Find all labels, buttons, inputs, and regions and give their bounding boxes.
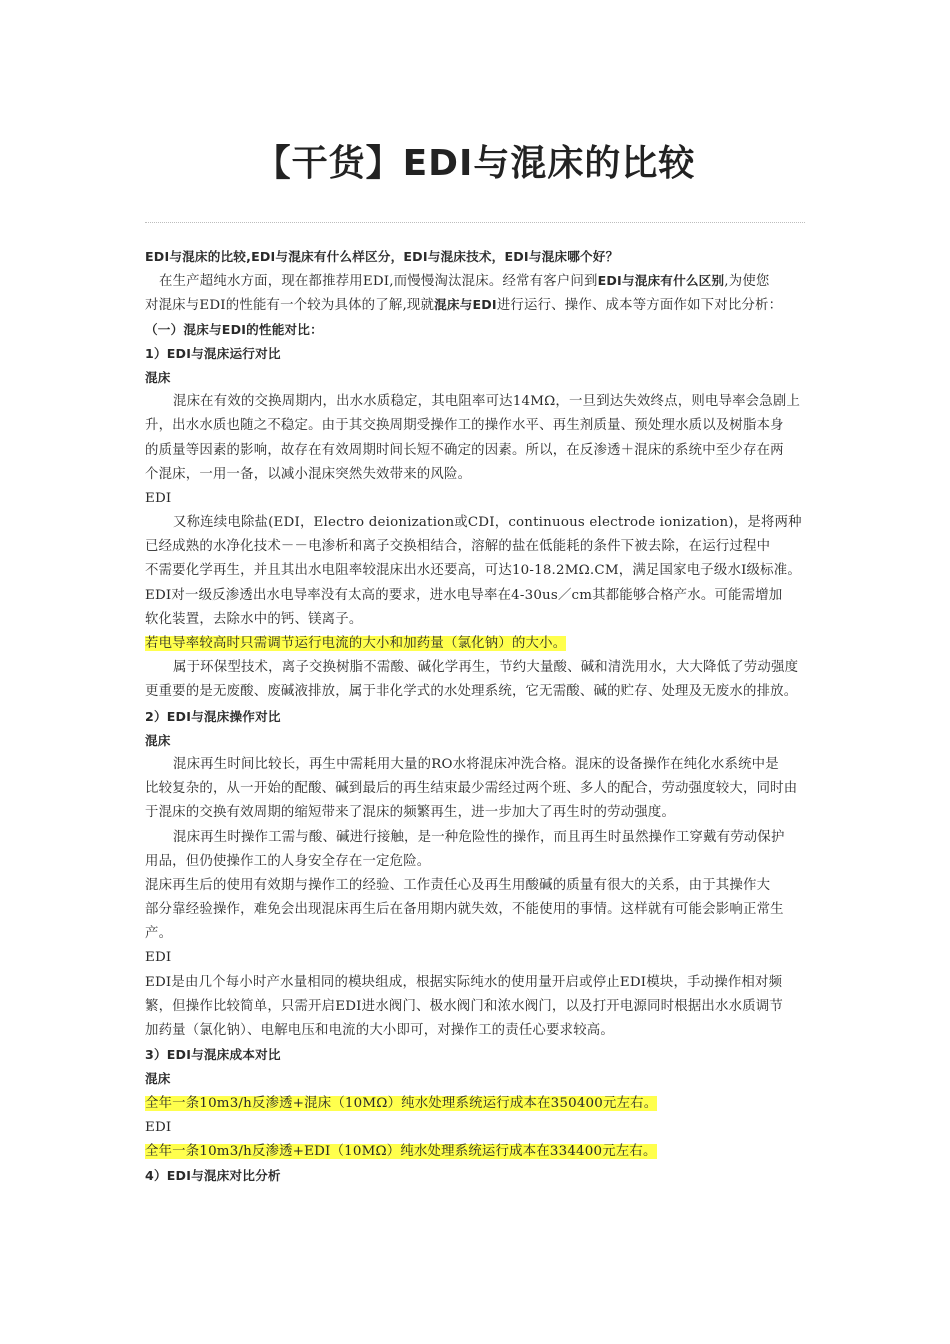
paragraph-line: 于混床的交换有效周期的缩短带来了混床的频繁再生，进一步加大了再生时的劳动强度。 xyxy=(145,805,676,821)
paragraph-line: 加药量（氯化钠）、电解电压和电流的大小即可，对操作工的责任心要求较高。 xyxy=(145,1023,614,1038)
paragraph-line: 混床再生时间比较长，再生中需耗用大量的RO水将混床冲洗合格。混床的设备操作在纯化水系统中是 xyxy=(173,756,779,772)
paragraph-line: 用品，但仍使操作工的人身安全存在一定危险。 xyxy=(145,853,431,869)
paragraph-line: 软化装置，去除水中的钙、镁离子。 xyxy=(145,611,363,627)
paragraph-line: 更重要的是无废酸、废碱液排放，属于非化学式的水处理系统，它无需酸、碱的贮存、处理及无废水的排放。 xyxy=(145,684,798,700)
intro-bold-text: 混床与EDI xyxy=(434,297,497,313)
mixed-bed-label: 混床 xyxy=(145,732,171,748)
paragraph-line: 混床再生时操作工需与酸、碱进行接触，是一种危险性的操作，而且再生时虽然操作工穿戴有劳动保护 xyxy=(173,829,785,845)
paragraph-line: 混床在有效的交换周期内，出水水质稳定，其电阻率可达14MΩ，一旦到达失效终点，则电导率会急剧上 xyxy=(173,394,801,410)
paragraph-line: 繁，但操作比较简单，只需开启EDI进水阀门、极水阀门和浓水阀门，以及打开电源同时根据出水水质调节 xyxy=(145,998,783,1014)
highlighted-line xyxy=(145,1092,805,1116)
intro-bold-text: EDI与混床有什么区别 xyxy=(597,273,725,289)
intro-lead: EDI与混床的比较,EDI与混床有什么样区分，EDI与混床技术，EDI与混床哪个好？ xyxy=(145,249,619,264)
highlighted-line xyxy=(145,632,805,656)
paragraph-line: 混床再生后的使用有效期与操作工的经验、工作责任心及再生用酸碱的质量有很大的关系，由于其操作大 xyxy=(145,877,771,893)
paragraph-line: 升，出水水质也随之不稳定。由于其交换周期受操作工的操作水平、再生剂质量、预处理水质以及树脂本身 xyxy=(145,418,784,434)
subsection-heading: 4）EDI与混床对比分析 xyxy=(145,1168,281,1184)
mixed-bed-label: 混床 xyxy=(145,369,171,385)
paragraph-line: 已经成熟的水净化技术－－电渗析和离子交换相结合，溶解的盐在低能耗的条件下被去除，在运行过程中 xyxy=(145,539,771,555)
paragraph-line: 产。 xyxy=(145,926,173,942)
paragraph-line: 部分靠经验操作，难免会出现混床再生后在备用期内就失效，不能使用的事情。这样就有可能会影响正常生 xyxy=(145,902,784,918)
mixed-bed-label: 混床 xyxy=(145,1071,171,1087)
paragraph-line: EDI对一级反渗透出水电导率没有太高的要求，进水电导率在4-30us／cm其都能够合格产水。可能需增加 xyxy=(145,587,783,603)
mixed-bed-cost-highlight: 全年一条10m3/h反渗透+混床（10MΩ）纯水处理系统运行成本在350400元左右。 xyxy=(145,1095,658,1111)
paragraph-line: 不需要化学再生，并且其出水电阻率较混床出水还要高，可达10-18.2MΩ.CM，满足国家电子级水Ⅰ级标准。 xyxy=(145,563,801,579)
paragraph-line: 又称连续电除盐(EDI，Electro deionization或CDI，continuous electrode ionization)，是将两种 xyxy=(173,515,802,531)
title-divider xyxy=(145,222,805,223)
paragraph-line: 比较复杂的，从一开始的配酸、碱到最后的再生结束最少需经过两个班、多人的配合，劳动强度较大，同时由 xyxy=(145,781,798,797)
paragraph-line: EDI是由几个每小时产水量相同的模块组成，根据实际纯水的使用量开启或停止EDI模块，手动操作相对频 xyxy=(145,974,783,990)
intro-paragraph-line xyxy=(145,293,805,317)
paragraph-line: 个混床，一用一备，以减小混床突然失效带来的风险。 xyxy=(145,466,472,482)
intro-text: 在生产超纯水方面，现在都推荐用EDI,而慢慢淘汰混床。经常有客户问到 xyxy=(159,274,598,290)
intro-text: 进行运行、操作、成本等方面作如下对比分析： xyxy=(496,298,783,314)
subsection-heading: 3）EDI与混床成本对比 xyxy=(145,1047,281,1063)
paragraph-line: 的质量等因素的影响，故存在有效周期时间长短不确定的因素。所以，在反渗透＋混床的系统中至少存在两 xyxy=(145,442,784,458)
intro-paragraph-line xyxy=(145,269,805,293)
edi-label: EDI xyxy=(145,490,172,506)
subsection-heading: 1）EDI与混床运行对比 xyxy=(145,345,281,361)
edi-label: EDI xyxy=(145,1119,172,1135)
intro-text: ,为使您 xyxy=(724,274,770,290)
paragraph-line: 属于环保型技术，离子交换树脂不需酸、碱化学再生，节约大量酸、碱和清洗用水，大大降低了劳动强度 xyxy=(173,660,799,676)
intro-text: 对混床与EDI的性能有一个较为具体的了解,现就 xyxy=(145,298,435,314)
page-title: 【干货】EDI与混床的比较 xyxy=(254,143,696,184)
section-heading: （一）混床与EDI的性能对比： xyxy=(145,321,323,337)
highlight-text: 若电导率较高时只需调节运行电流的大小和加药量（氯化钠）的大小。 xyxy=(145,636,567,651)
edi-label: EDI xyxy=(145,950,172,966)
subsection-heading: 2）EDI与混床操作对比 xyxy=(145,708,281,724)
article-body xyxy=(145,245,805,1188)
edi-cost-highlight: 全年一条10m3/h反渗透+EDI（10MΩ）纯水处理系统运行成本在334400元左右。 xyxy=(145,1143,657,1159)
highlighted-line xyxy=(145,1140,805,1164)
